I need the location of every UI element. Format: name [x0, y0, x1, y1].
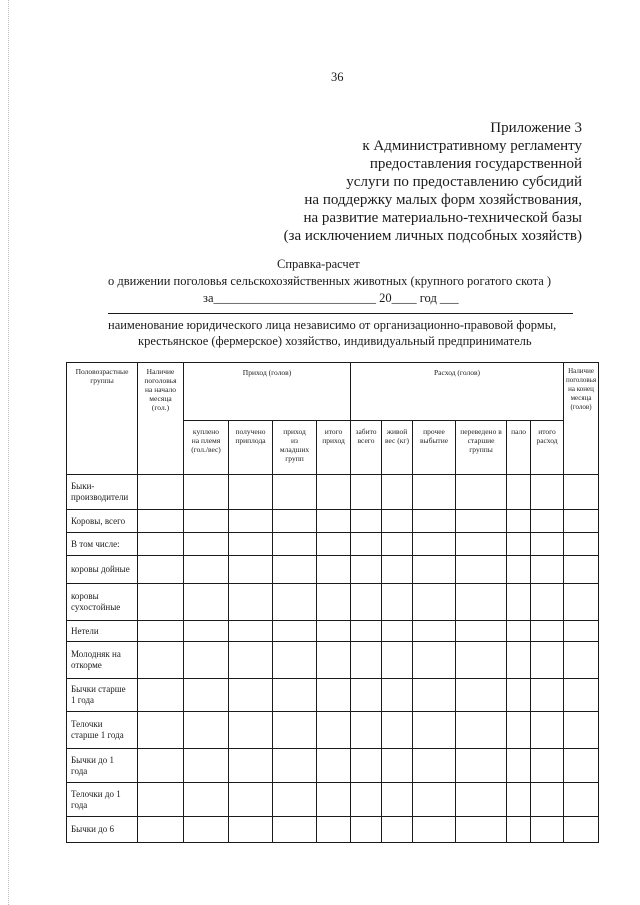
- row-label: Коровы, всего: [67, 510, 138, 533]
- blank-cell: [184, 621, 229, 642]
- blank-cell: [317, 533, 351, 556]
- blank-cell: [229, 679, 273, 712]
- blank-cell: [564, 679, 599, 712]
- blank-cell: [138, 556, 184, 584]
- blank-cell: [138, 533, 184, 556]
- blank-cell: [507, 533, 531, 556]
- appendix-line: к Административному регламенту: [362, 138, 582, 154]
- blank-cell: [273, 783, 317, 817]
- table-header: [67, 363, 599, 475]
- expense-slaughtered-header: забито всего: [351, 421, 382, 475]
- blank-cell: [382, 510, 413, 533]
- blank-cell: [456, 749, 507, 783]
- blank-cell: [564, 584, 599, 621]
- blank-cell: [507, 817, 531, 843]
- blank-cell: [413, 749, 456, 783]
- blank-cell: [273, 621, 317, 642]
- blank-cell: [317, 642, 351, 679]
- blank-cell: [382, 475, 413, 510]
- blank-cell: [229, 556, 273, 584]
- blank-cell: [564, 817, 599, 843]
- blank-cell: [138, 712, 184, 749]
- income-purchased-header: куплено на племя (гол./вес): [184, 421, 229, 475]
- blank-cell: [351, 749, 382, 783]
- blank-cell: [413, 817, 456, 843]
- blank-cell: [531, 642, 564, 679]
- appendix-block: [284, 119, 582, 245]
- row-label: Бычки до 6: [67, 817, 138, 843]
- row-label: Бычки до 1 года: [67, 749, 138, 783]
- blank-cell: [273, 817, 317, 843]
- entity-name-caption: крестьянское (фермерское) хозяйство, индивидуальный предприниматель: [138, 334, 532, 348]
- blank-cell: [507, 642, 531, 679]
- blank-cell: [229, 475, 273, 510]
- table-body: [67, 475, 599, 843]
- blank-cell: [531, 783, 564, 817]
- blank-cell: [413, 621, 456, 642]
- blank-cell: [351, 584, 382, 621]
- blank-cell: [413, 642, 456, 679]
- end-count-header: Наличие поголовья на конец месяца (голов): [564, 363, 599, 475]
- blank-cell: [564, 475, 599, 510]
- blank-cell: [382, 621, 413, 642]
- blank-cell: [382, 679, 413, 712]
- blank-cell: [382, 642, 413, 679]
- blank-cell: [184, 556, 229, 584]
- income-from-younger-header: приход из младших групп: [273, 421, 317, 475]
- blank-cell: [273, 510, 317, 533]
- blank-cell: [564, 510, 599, 533]
- blank-cell: [317, 749, 351, 783]
- blank-cell: [229, 533, 273, 556]
- expense-total-header: итого расход: [531, 421, 564, 475]
- blank-cell: [531, 712, 564, 749]
- table-row: [67, 783, 599, 817]
- table-row: [67, 556, 599, 584]
- blank-cell: [413, 712, 456, 749]
- blank-cell: [351, 533, 382, 556]
- blank-cell: [456, 712, 507, 749]
- blank-cell: [382, 533, 413, 556]
- blank-cell: [273, 533, 317, 556]
- blank-cell: [351, 621, 382, 642]
- table-row: [67, 621, 599, 642]
- blank-cell: [351, 556, 382, 584]
- table-row: [67, 679, 599, 712]
- blank-cell: [456, 584, 507, 621]
- blank-cell: [456, 556, 507, 584]
- page-number: 36: [331, 70, 344, 84]
- blank-cell: [351, 712, 382, 749]
- age-group-header: Половозрастные группы: [67, 363, 138, 475]
- blank-cell: [229, 621, 273, 642]
- blank-cell: [413, 510, 456, 533]
- appendix-line: услуги по предоставлению субсидий: [346, 174, 582, 190]
- blank-cell: [507, 679, 531, 712]
- blank-cell: [317, 556, 351, 584]
- blank-cell: [184, 533, 229, 556]
- blank-cell: [351, 642, 382, 679]
- appendix-line: Приложение 3: [490, 120, 582, 136]
- blank-cell: [413, 584, 456, 621]
- blank-cell: [456, 533, 507, 556]
- blank-cell: [229, 749, 273, 783]
- expense-header: Расход (голов): [351, 363, 564, 421]
- blank-cell: [351, 679, 382, 712]
- row-label: В том числе:: [67, 533, 138, 556]
- blank-cell: [184, 817, 229, 843]
- blank-cell: [229, 642, 273, 679]
- row-label: Быки-производители: [67, 475, 138, 510]
- income-total-header: итого приход: [317, 421, 351, 475]
- blank-cell: [229, 510, 273, 533]
- expense-other-header: прочее выбытие: [413, 421, 456, 475]
- blank-cell: [273, 584, 317, 621]
- row-label: Бычки старше 1 года: [67, 679, 138, 712]
- blank-cell: [351, 510, 382, 533]
- blank-cell: [456, 679, 507, 712]
- blank-cell: [138, 783, 184, 817]
- blank-cell: [138, 642, 184, 679]
- blank-cell: [273, 749, 317, 783]
- blank-cell: [531, 679, 564, 712]
- blank-cell: [531, 621, 564, 642]
- blank-cell: [531, 817, 564, 843]
- blank-cell: [382, 817, 413, 843]
- reporting-period-line: за__________________________ 20____ год ___: [203, 291, 459, 305]
- blank-cell: [564, 642, 599, 679]
- blank-cell: [229, 584, 273, 621]
- livestock-movement-table: [66, 362, 599, 843]
- blank-cell: [184, 712, 229, 749]
- blank-cell: [351, 817, 382, 843]
- blank-cell: [413, 556, 456, 584]
- blank-cell: [138, 817, 184, 843]
- blank-cell: [382, 584, 413, 621]
- scan-edge-artifact: [8, 0, 9, 905]
- blank-cell: [456, 817, 507, 843]
- appendix-line: предоставления государственной: [369, 156, 582, 172]
- blank-cell: [184, 475, 229, 510]
- blank-cell: [456, 621, 507, 642]
- income-offspring-header: получено приплода: [229, 421, 273, 475]
- blank-cell: [456, 475, 507, 510]
- blank-cell: [184, 510, 229, 533]
- blank-cell: [273, 642, 317, 679]
- expense-transferred-header: переведено в старшие группы: [456, 421, 507, 475]
- blank-cell: [413, 533, 456, 556]
- blank-cell: [456, 783, 507, 817]
- blank-cell: [273, 712, 317, 749]
- blank-cell: [317, 679, 351, 712]
- table-row: [67, 817, 599, 843]
- blank-cell: [317, 510, 351, 533]
- header-row-main: [67, 363, 599, 421]
- entity-name-blank-line: [108, 313, 573, 314]
- blank-cell: [351, 475, 382, 510]
- row-label: коровы сухостойные: [67, 584, 138, 621]
- blank-cell: [184, 642, 229, 679]
- blank-cell: [413, 679, 456, 712]
- blank-cell: [564, 712, 599, 749]
- blank-cell: [382, 556, 413, 584]
- blank-cell: [317, 712, 351, 749]
- row-label: Нетели: [67, 621, 138, 642]
- blank-cell: [564, 533, 599, 556]
- blank-cell: [273, 475, 317, 510]
- blank-cell: [413, 783, 456, 817]
- start-count-header: Наличие поголовья на начало месяца (гол.): [138, 363, 184, 475]
- expense-died-header: пало: [507, 421, 531, 475]
- blank-cell: [273, 556, 317, 584]
- table-row: [67, 510, 599, 533]
- table-row: [67, 642, 599, 679]
- blank-cell: [507, 584, 531, 621]
- blank-cell: [456, 642, 507, 679]
- expense-live-weight-header: живой вес (кг): [382, 421, 413, 475]
- blank-cell: [229, 817, 273, 843]
- blank-cell: [317, 783, 351, 817]
- blank-cell: [184, 584, 229, 621]
- blank-cell: [507, 783, 531, 817]
- blank-cell: [564, 783, 599, 817]
- blank-cell: [273, 679, 317, 712]
- row-label: Телочки старше 1 года: [67, 712, 138, 749]
- blank-cell: [507, 621, 531, 642]
- blank-cell: [382, 712, 413, 749]
- blank-cell: [317, 584, 351, 621]
- blank-cell: [317, 475, 351, 510]
- blank-cell: [229, 783, 273, 817]
- blank-cell: [564, 621, 599, 642]
- blank-cell: [531, 510, 564, 533]
- blank-cell: [564, 556, 599, 584]
- blank-cell: [184, 749, 229, 783]
- appendix-line: на развитие материально-технической базы: [303, 210, 582, 226]
- blank-cell: [138, 510, 184, 533]
- blank-cell: [184, 783, 229, 817]
- blank-cell: [564, 749, 599, 783]
- appendix-line: (за исключением личных подсобных хозяйств): [283, 228, 582, 244]
- blank-cell: [138, 679, 184, 712]
- table-row: [67, 475, 599, 510]
- table-row: [67, 533, 599, 556]
- blank-cell: [507, 475, 531, 510]
- table-row: [67, 584, 599, 621]
- table-row: [67, 749, 599, 783]
- document-title: Справка-расчет: [277, 257, 360, 271]
- blank-cell: [507, 556, 531, 584]
- blank-cell: [507, 749, 531, 783]
- blank-cell: [531, 475, 564, 510]
- blank-cell: [317, 817, 351, 843]
- entity-name-caption: наименование юридического лица независимо от организационно-правовой формы,: [108, 318, 557, 332]
- blank-cell: [507, 510, 531, 533]
- blank-cell: [184, 679, 229, 712]
- blank-cell: [138, 621, 184, 642]
- document-subject: о движении поголовья сельскохозяйственных животных (крупного рогатого скота ): [108, 274, 552, 288]
- blank-cell: [382, 783, 413, 817]
- blank-cell: [531, 556, 564, 584]
- blank-cell: [531, 533, 564, 556]
- blank-cell: [456, 510, 507, 533]
- blank-cell: [317, 621, 351, 642]
- blank-cell: [507, 712, 531, 749]
- row-label: коровы дойные: [67, 556, 138, 584]
- blank-cell: [351, 783, 382, 817]
- appendix-line: на поддержку малых форм хозяйствования,: [304, 192, 582, 208]
- table-row: [67, 712, 599, 749]
- row-label: Молодняк на откорме: [67, 642, 138, 679]
- blank-cell: [531, 584, 564, 621]
- blank-cell: [382, 749, 413, 783]
- blank-cell: [531, 749, 564, 783]
- blank-cell: [138, 475, 184, 510]
- blank-cell: [229, 712, 273, 749]
- row-label: Телочки до 1 года: [67, 783, 138, 817]
- blank-cell: [138, 584, 184, 621]
- blank-cell: [413, 475, 456, 510]
- blank-cell: [138, 749, 184, 783]
- income-header: Приход (голов): [184, 363, 351, 421]
